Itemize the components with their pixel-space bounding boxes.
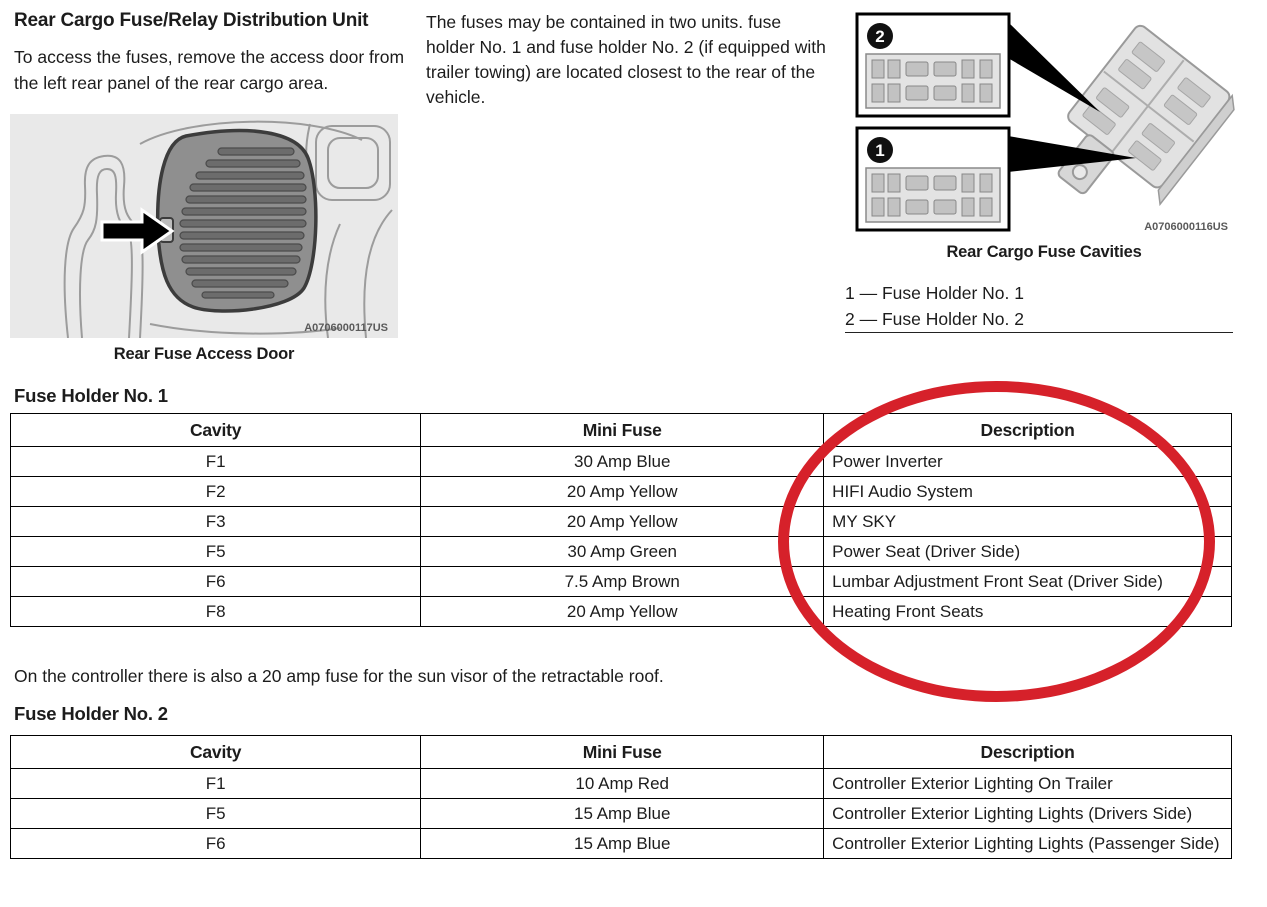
table-cell: 15 Amp Blue (421, 799, 824, 829)
table-cell: Controller Exterior Lighting Lights (Drivers Side) (824, 799, 1232, 829)
table-row (11, 447, 1232, 477)
door-figure-caption: Rear Fuse Access Door (113, 345, 295, 363)
fuse-strip-2 (866, 54, 1000, 108)
table-row (11, 799, 1232, 829)
table-row (11, 477, 1232, 507)
table-row (11, 597, 1232, 627)
table-cell: F5 (11, 537, 421, 567)
table-cell: Controller Exterior Lighting On Trailer (824, 769, 1232, 799)
table-cell: 30 Amp Blue (421, 447, 824, 477)
header-row (11, 736, 1232, 769)
table-cell: HIFI Audio System (824, 477, 1232, 507)
table-cell: F8 (11, 597, 421, 627)
table-cell: F5 (11, 799, 421, 829)
legend-divider (845, 332, 1233, 333)
fuse-holder-2-heading: Fuse Holder No. 2 (14, 703, 168, 724)
table-cell: MY SKY (824, 507, 1232, 537)
table-cell: 20 Amp Yellow (421, 597, 824, 627)
table-cell: 15 Amp Blue (421, 829, 824, 859)
badge-1-number: 1 (875, 141, 885, 160)
column-header: Description (824, 736, 1232, 769)
column-header: Mini Fuse (421, 414, 824, 447)
intro-paragraph: To access the fuses, remove the access door from the left rear panel of the rear cargo area. (14, 47, 405, 93)
column-header: Description (824, 414, 1232, 447)
table-row (11, 507, 1232, 537)
fuse-holder-2-table (10, 735, 1232, 859)
column-header: Cavity (11, 414, 421, 447)
access-door-shape (158, 131, 316, 311)
page-title: Rear Cargo Fuse/Relay Distribution Unit (14, 10, 369, 31)
fuse-holder-1-box (857, 128, 1009, 230)
fuse-holder-1-heading: Fuse Holder No. 1 (14, 385, 168, 406)
legend-item-2: 2 — Fuse Holder No. 2 (845, 309, 1024, 329)
badge-2-number: 2 (875, 27, 885, 46)
table-row (11, 537, 1232, 567)
table-cell: Heating Front Seats (824, 597, 1232, 627)
table-cell: 20 Amp Yellow (421, 477, 824, 507)
table-row (11, 567, 1232, 597)
column-header: Mini Fuse (421, 736, 824, 769)
table-cell: F1 (11, 447, 421, 477)
second-column-paragraph: The fuses may be contained in two units. fuse holder No. 1 and fuse holder No. 2 (if equipped with trailer towing) are located closest to the rear of the vehicle. (426, 12, 826, 107)
table-cell: Power Seat (Driver Side) (824, 537, 1232, 567)
table-cell: 10 Amp Red (421, 769, 824, 799)
legend-item-1: 1 — Fuse Holder No. 1 (845, 283, 1024, 303)
rear-fuse-access-door-figure (10, 114, 398, 338)
header-row (11, 414, 1232, 447)
table-cell: Lumbar Adjustment Front Seat (Driver Side) (824, 567, 1232, 597)
door-image-id: A0706000117US (304, 322, 388, 334)
callout-triangle-top (1008, 22, 1100, 112)
fuse-holder-2-box (857, 14, 1009, 116)
table-cell: 30 Amp Green (421, 537, 824, 567)
table-cell: 7.5 Amp Brown (421, 567, 824, 597)
cavities-figure-caption: Rear Cargo Fuse Cavities (946, 243, 1142, 261)
table-cell: F3 (11, 507, 421, 537)
table-row (11, 829, 1232, 859)
fuse-strip-1 (866, 168, 1000, 222)
table-cell: 20 Amp Yellow (421, 507, 824, 537)
cavities-image-id: A0706000116US (1144, 221, 1228, 233)
column-header: Cavity (11, 736, 421, 769)
table-cell: F1 (11, 769, 421, 799)
fuse-cavities-figure (848, 8, 1240, 236)
table-cell: F2 (11, 477, 421, 507)
figure-legend (845, 280, 1235, 332)
table-cell: Power Inverter (824, 447, 1232, 477)
table-cell: Controller Exterior Lighting Lights (Passenger Side) (824, 829, 1232, 859)
table-cell: F6 (11, 567, 421, 597)
relay-module (1035, 23, 1240, 236)
table-row (11, 769, 1232, 799)
fuse-holder-1-table (10, 413, 1232, 627)
controller-note: On the controller there is also a 20 amp fuse for the sun visor of the retractable roof. (14, 666, 664, 686)
table-cell: F6 (11, 829, 421, 859)
